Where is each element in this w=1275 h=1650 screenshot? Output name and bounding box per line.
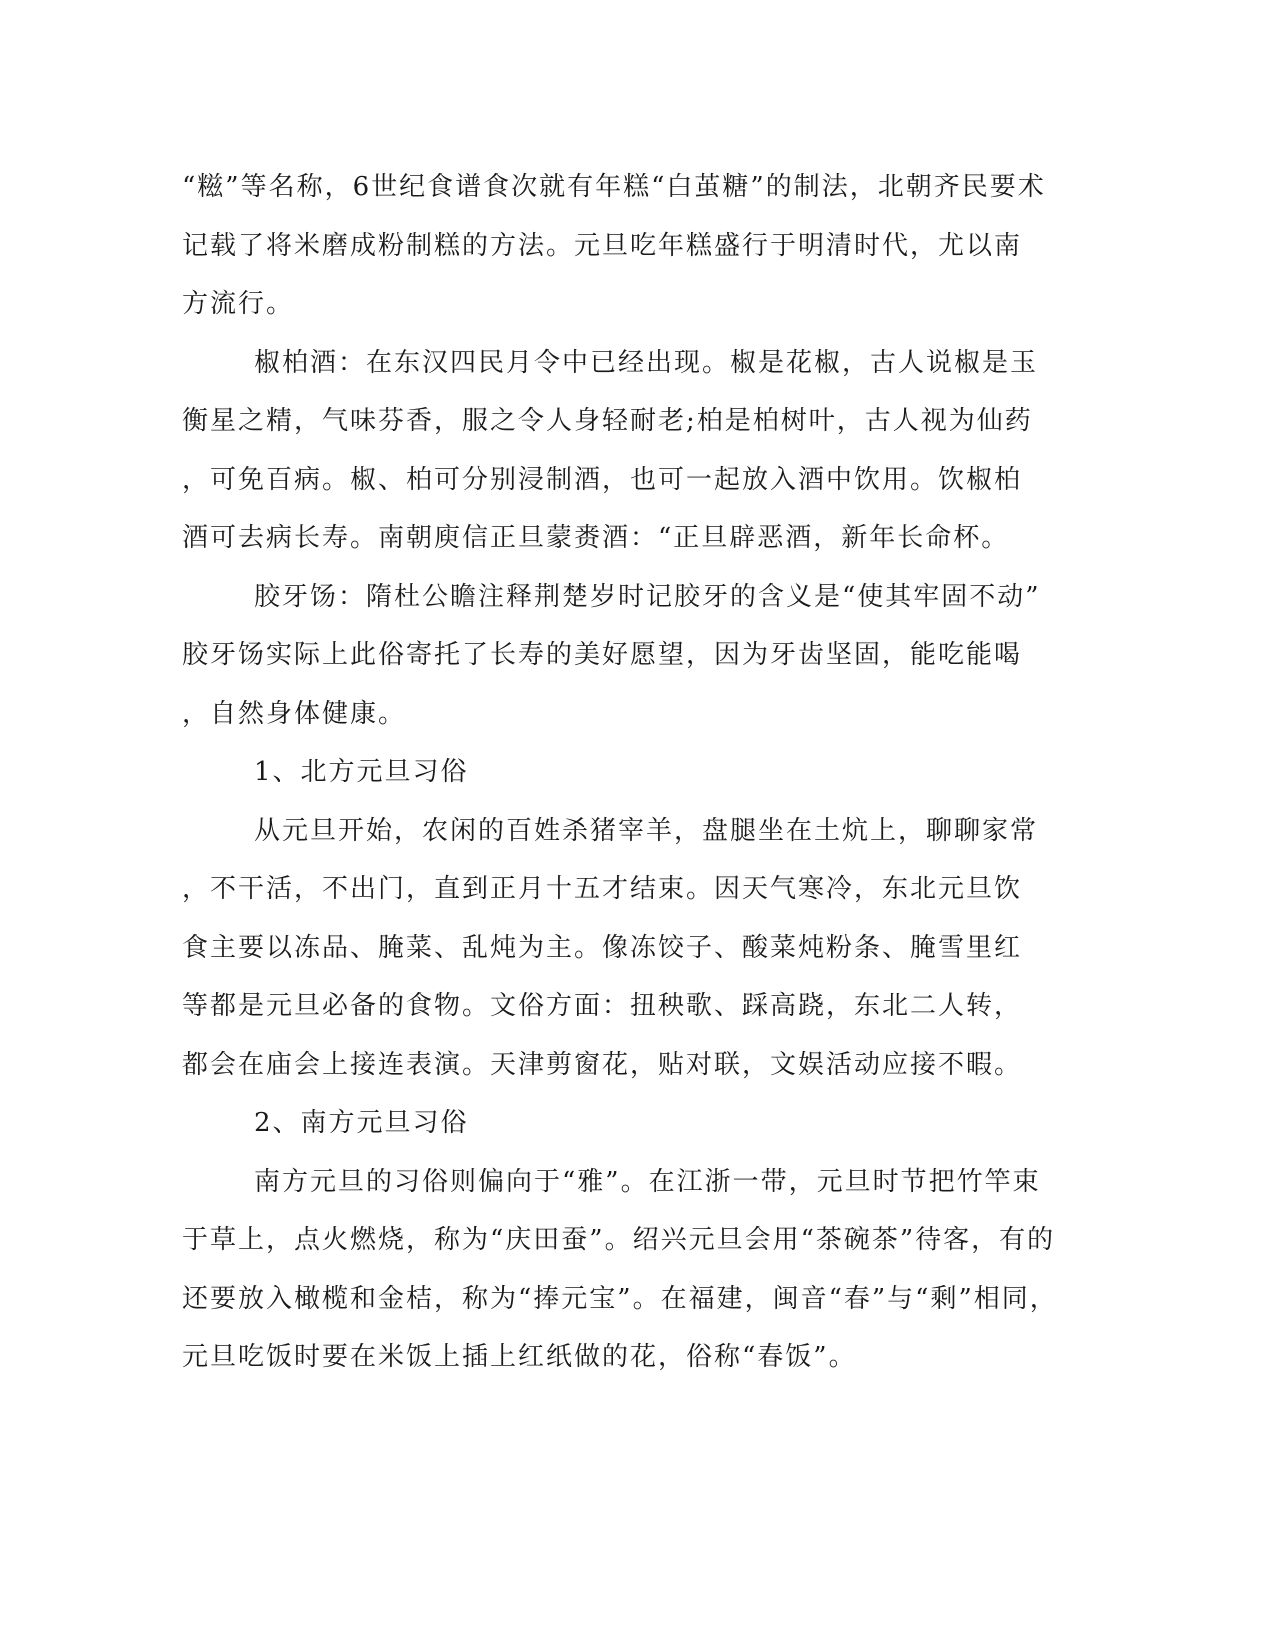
document-body <box>182 158 1058 1387</box>
text-line: 等都是元旦必备的食物。文俗方面：扭秧歌、踩高跷，东北二人转， <box>182 991 1023 1021</box>
text-line: 元旦吃饭时要在米饭上插上红纸做的花，俗称“春饭”。 <box>182 1342 857 1372</box>
text-line: ，不干活，不出门，直到正月十五才结束。因天气寒冷，东北元旦饮 <box>182 874 1023 904</box>
text-line: 南方元旦的习俗则偏向于“雅”。在江浙一带，元旦时节把竹竿束 <box>254 1166 1041 1197</box>
text-line: 衡星之精，气味芬香，服之令人身轻耐老;柏是柏树叶，古人视为仙药 <box>182 406 1033 436</box>
text-line: 胶牙饧实际上此俗寄托了长寿的美好愿望，因为牙齿坚固，能吃能喝 <box>182 640 1023 670</box>
text-line: 酒可去病长寿。南朝庾信正旦蒙赉酒：“正旦辟恶酒，新年长命杯。 <box>182 523 1010 553</box>
text-line: 从元旦开始，农闲的百姓杀猪宰羊，盘腿坐在土炕上，聊聊家常 <box>254 815 1039 846</box>
text-line: 食主要以冻品、腌菜、乱炖为主。像冻饺子、酸菜炖粉条、腌雪里红 <box>182 932 1023 963</box>
text-line: ，自然身体健康。 <box>182 698 407 729</box>
text-line: 记载了将米磨成粉制糕的方法。元旦吃年糕盛行于明清时代，尤以南 <box>182 230 1023 261</box>
section-heading: 2、南方元旦习俗 <box>254 1108 469 1138</box>
paragraph-pepper-cypress-wine <box>182 334 1042 568</box>
paragraph-north-customs <box>182 802 1042 1095</box>
paragraph-rice-cake <box>182 158 1046 334</box>
text-line: 椒柏酒：在东汉四民月令中已经出现。椒是花椒，古人说椒是玉 <box>254 347 1039 378</box>
text-line: ，可免百病。椒、柏可分别浸制酒，也可一起放入酒中饮用。饮椒柏 <box>182 464 1023 495</box>
paragraph-malt-sugar <box>182 568 1042 744</box>
text-line: “糍”等名称，6世纪食谱食次就有年糕“白茧糖”的制法，北朝齐民要术 <box>182 172 1046 202</box>
text-line: 都会在庙会上接连表演。天津剪窗花，贴对联，文娱活动应接不暇。 <box>182 1049 1023 1080</box>
heading-south-customs <box>182 1094 1042 1153</box>
text-line: 还要放入橄榄和金桔，称为“捧元宝”。在福建，闽音“春”与“剩”相同， <box>182 1283 1058 1314</box>
text-line: 胶牙饧：隋杜公瞻注释荆楚岁时记胶牙的含义是“使其牢固不动” <box>254 581 1041 612</box>
heading-north-customs <box>182 743 1042 802</box>
paragraph-south-customs <box>182 1153 1058 1387</box>
section-heading: 1、北方元旦习俗 <box>254 757 469 787</box>
text-line: 方流行。 <box>182 289 295 319</box>
text-line: 于草上，点火燃烧，称为“庆田蚕”。绍兴元旦会用“茶碗茶”待客，有的 <box>182 1225 1056 1255</box>
